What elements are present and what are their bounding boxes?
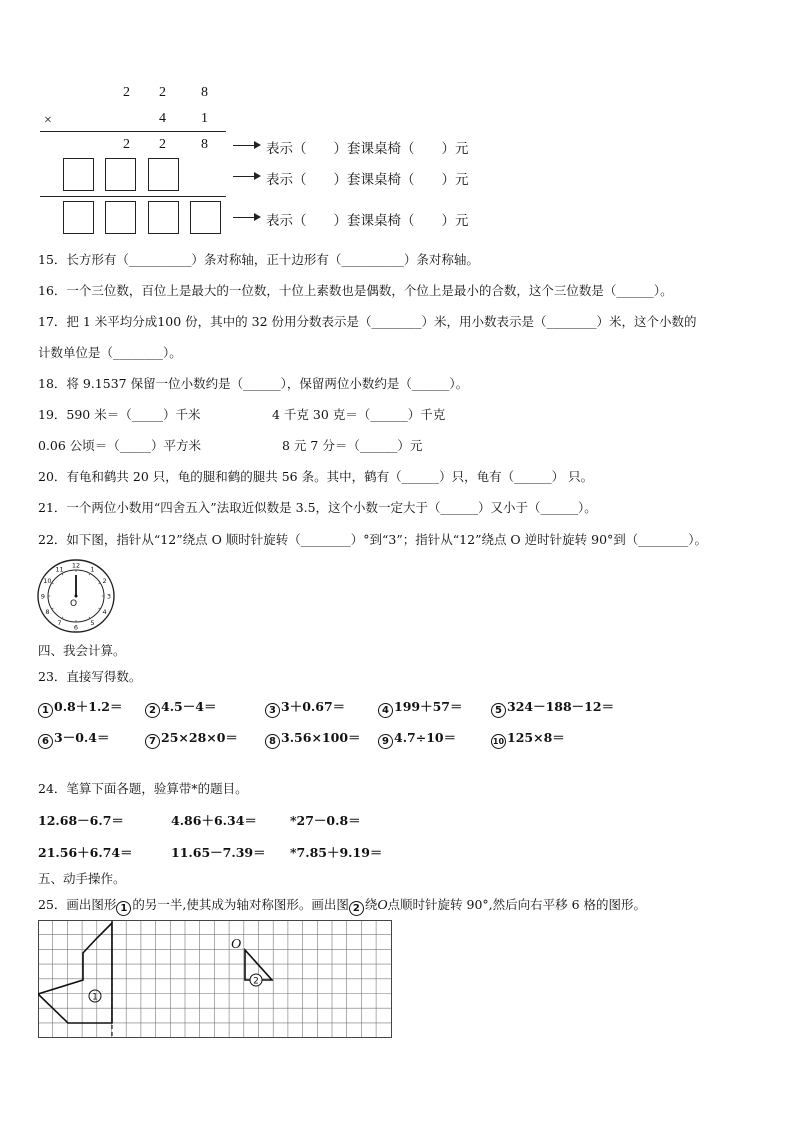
mental-calc-item [491,728,565,749]
calc-expression: 4.5－4＝ [161,699,217,714]
question-23: 23．直接写得数。 [38,669,142,684]
answer-box[interactable] [105,201,136,234]
clock-number: 1 [90,565,95,574]
mental-calc-item [145,728,238,749]
grid-point-o: O [231,937,242,952]
section-5-title: 五、动手操作。 [38,871,126,886]
clock-tick [62,573,63,575]
mental-calc-item [38,728,109,749]
question-18: 18．将 9.1537 保留一位小数约是（______），保留两位小数约是（______）。 [38,376,469,391]
answer-box[interactable] [105,158,136,191]
answer-box[interactable] [148,201,179,234]
underline [40,131,226,132]
digit: 1 [201,111,208,126]
shape-2-label: 2 [253,976,259,987]
question-24: 24．笔算下面各题，验算带*的题目。 [38,781,248,796]
clock-number: 11 [55,565,64,574]
question-21: 21．一个两位小数用“四舍五入”法取近似数是 3.5，这个小数一定大于（______）又小于（______）。 [38,500,597,515]
calc-expression: 3＋0.67＝ [281,699,346,714]
point-o: O [377,898,388,913]
calc-expression: 3－0.4＝ [54,730,110,745]
mental-calc-item [265,697,345,718]
written-calc: 11.65－7.39＝ [171,845,266,860]
clock-tick [98,608,100,609]
clock-tick [89,573,90,575]
mental-calc-item [378,697,463,718]
written-calc: 12.68－6.7＝ [38,813,124,828]
digit: 8 [201,137,208,152]
circled-number: 4 [378,703,393,718]
clock-number: 8 [45,607,50,616]
question-25 [38,895,646,916]
calc-expression: 3.56×100＝ [281,730,361,745]
clock-tick [52,608,54,609]
calc-expression: 25×28×0＝ [161,730,238,745]
digit: 2 [123,137,130,152]
clock-number: 3 [106,592,112,601]
arrow-icon [233,176,255,177]
mental-calc-item [265,728,361,749]
arrow-icon [233,145,255,146]
calc-expression: 125×8＝ [507,730,565,745]
clock-number: 12 [71,561,81,570]
question-17: 17．把 1 米平均分成100 份，其中的 32 份用分数表示是（________）米，用小数表示是（________）米，这个小数的 [38,314,697,329]
circled-number: 1 [38,703,53,718]
clock-number: 5 [90,619,95,628]
written-calc: *7.85＋9.19＝ [290,845,383,860]
question-19b: 4 千克 30 克＝（______）千克 [272,407,446,422]
question-19a: 19．590 米＝（_____）千米 [38,407,201,422]
calc-expression: 0.8＋1.2＝ [54,699,123,714]
mental-calc-item [491,697,614,718]
clock-tick [62,617,63,619]
circled-number: 8 [265,734,280,749]
label-line: 表示（ ）套课桌椅（ ）元 [266,213,469,229]
question-15: 15．长方形有（__________）条对称轴，正十边形有（__________）条对称轴。 [38,252,479,267]
label-line: 表示（ ）套课桌椅（ ）元 [266,172,469,188]
mental-calc-item [145,697,216,718]
label-line: 表示（ ）套课桌椅（ ）元 [266,141,469,157]
clock-number: 9 [40,592,46,601]
circled-number: 6 [38,734,53,749]
answer-box[interactable] [63,201,94,234]
q25-text: 25．画出图形 [38,897,117,912]
clock-center [75,595,78,598]
circled-number: 1 [116,901,131,916]
written-calc: 4.86＋6.34＝ [171,813,257,828]
circled-number: 7 [145,734,160,749]
mental-calc-item [378,728,456,749]
answer-box[interactable] [63,158,94,191]
calc-expression: 324－188－12＝ [507,699,615,714]
question-20: 20．有龟和鹤共 20 只，龟的腿和鹤的腿共 56 条。其中，鹤有（______）只，龟有（______） 只。 [38,469,594,484]
clock-center-label: O [70,599,78,609]
circled-number: 9 [378,734,393,749]
section-4-title: 四、我会计算。 [38,643,126,658]
answer-box[interactable] [190,201,221,234]
circled-number: 2 [145,703,160,718]
digit: 2 [159,137,166,152]
circled-number: 2 [349,901,364,916]
digit: 8 [201,85,208,100]
clock-diagram [36,558,118,634]
question-22: 22．如下图，指针从“12”绕点 O 顺时针旋转（________）°到“3”；指针从“12”绕点 O 逆时针旋转 90°到（________）。 [38,532,708,547]
answer-box[interactable] [148,158,179,191]
digit: 2 [159,85,166,100]
q25-text: 的另一半,使其成为轴对称图形。画出图 [132,897,349,912]
clock-tick [98,583,100,584]
shape-1-label: 1 [92,992,98,1003]
underline [40,196,226,197]
clock-number: 2 [102,576,107,585]
digit: 2 [123,85,130,100]
clock-number: 6 [73,623,79,632]
digit: 4 [159,111,166,126]
question-19d: 8 元 7 分＝（______）元 [282,438,423,453]
question-16: 16．一个三位数，百位上是最大的一位数，十位上素数也是偶数，个位上是最小的合数，这个三位数是（______）。 [38,283,673,298]
written-calc: *27－0.8＝ [290,813,361,828]
calc-expression: 4.7÷10＝ [394,730,457,745]
circled-number: 5 [491,703,506,718]
calc-expression: 199＋57＝ [394,699,463,714]
drawing-grid[interactable] [38,920,394,1040]
clock-tick [52,583,54,584]
arrow-icon [233,217,255,218]
clock-number: 4 [102,607,107,616]
mental-calc-item [38,697,123,718]
q25-text: 绕 [364,897,378,912]
q25-text: 点顺时针旋转 90°,然后向右平移 6 格的图形。 [387,897,647,912]
written-calc: 21.56＋6.74＝ [38,845,133,860]
question-19c: 0.06 公顷＝（_____）平方米 [38,438,202,453]
clock-number: 7 [57,619,62,628]
times-sign: × [44,113,52,128]
question-17-cont: 计数单位是（________）。 [38,345,182,360]
circled-number: 10 [491,734,506,749]
circled-number: 3 [265,703,280,718]
clock-number: 10 [43,576,52,585]
